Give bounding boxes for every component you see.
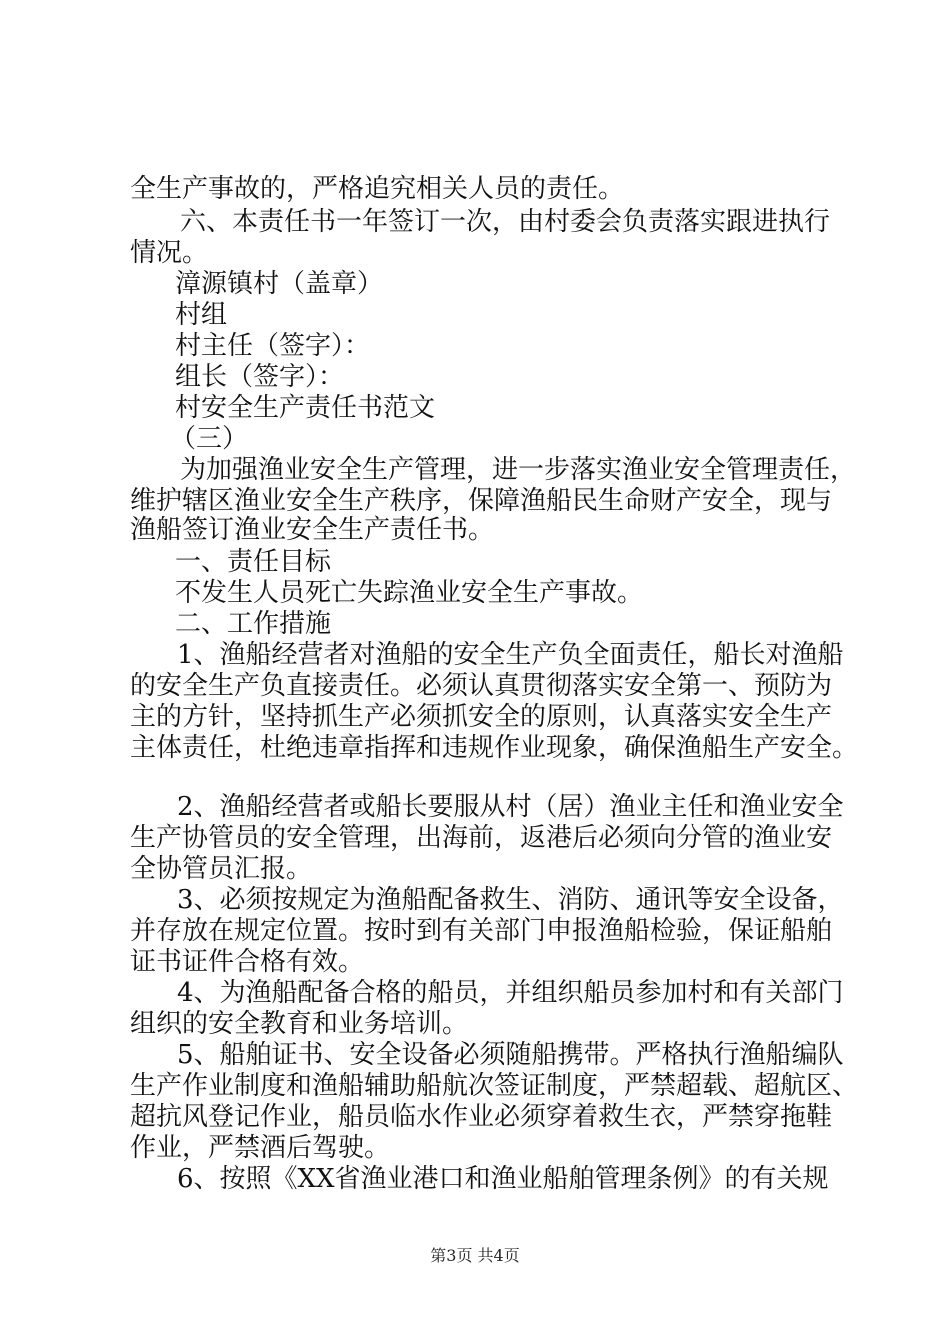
text-line: 全生产事故的，严格追究相关人员的责任。: [130, 174, 625, 204]
text-line: 二、工作措施: [175, 609, 332, 639]
text-line: 并存放在规定位置。按时到有关部门申报渔船检验，保证船舶: [130, 916, 833, 946]
text-line: 3、必须按规定为渔船配备救生、消防、通讯等安全设备，: [177, 885, 844, 915]
text-line: 4、为渔船配备合格的船员，并组织船员参加村和有关部门: [177, 978, 844, 1008]
text-line: 漳源镇村（盖章）: [175, 269, 384, 299]
text-line: 组织的安全教育和业务培训。: [130, 1009, 469, 1039]
text-line: 不发生人员死亡失踪渔业安全生产事故。: [175, 578, 644, 608]
text-line: 6、按照《XX省渔业港口和渔业船舶管理条例》的有关规: [177, 1164, 829, 1194]
text-line: 组长（签字）：: [175, 362, 345, 392]
text-line: 主的方针，坚持抓生产必须抓安全的原则，认真落实安全生产: [130, 702, 833, 732]
text-line: 超抗风登记作业，船员临水作业必须穿着救生衣，严禁穿拖鞋: [130, 1102, 833, 1132]
text-line: 渔船签订渔业安全生产责任书。: [130, 515, 495, 545]
text-line: 作业，严禁酒后驾驶。: [130, 1133, 391, 1163]
text-line: 生产协管员的安全管理，出海前，返港后必须向分管的渔业安: [130, 823, 833, 853]
text-line: 村主任（签字）：: [175, 331, 371, 361]
text-line: 全协管员汇报。: [130, 854, 313, 884]
text-line: 1、渔船经营者对渔船的安全生产负全面责任，船长对渔船: [177, 640, 844, 670]
text-line: （三）: [170, 424, 249, 454]
text-line: 5、船舶证书、安全设备必须随船携带。严格执行渔船编队: [177, 1040, 844, 1070]
text-line: 六、本责任书一年签订一次，由村委会负责落实跟进执行: [180, 207, 831, 237]
text-line: 一、责任目标: [175, 547, 332, 577]
text-line: 的安全生产负直接责任。必须认真贯彻落实安全第一、预防为: [130, 671, 833, 701]
text-line: 主体责任，杜绝违章指挥和违规作业现象，确保渔船生产安全。: [130, 733, 859, 763]
text-line: 情况。: [130, 238, 209, 268]
text-line: 为加强渔业安全生产管理，进一步落实渔业安全管理责任，: [180, 455, 857, 485]
text-line: 村安全生产责任书范文: [175, 393, 436, 423]
text-line: 证书证件合格有效。: [130, 947, 365, 977]
page-number: 第3页 共4页: [430, 1246, 520, 1265]
text-line: 村组: [175, 300, 228, 330]
text-line: 生产作业制度和渔船辅助船航次签证制度，严禁超载、超航区、: [130, 1071, 859, 1101]
text-line: 2、渔船经营者或船长要服从村（居）渔业主任和渔业安全: [177, 792, 844, 822]
text-line: 维护辖区渔业安全生产秩序，保障渔船民生命财产安全，现与: [130, 486, 833, 516]
